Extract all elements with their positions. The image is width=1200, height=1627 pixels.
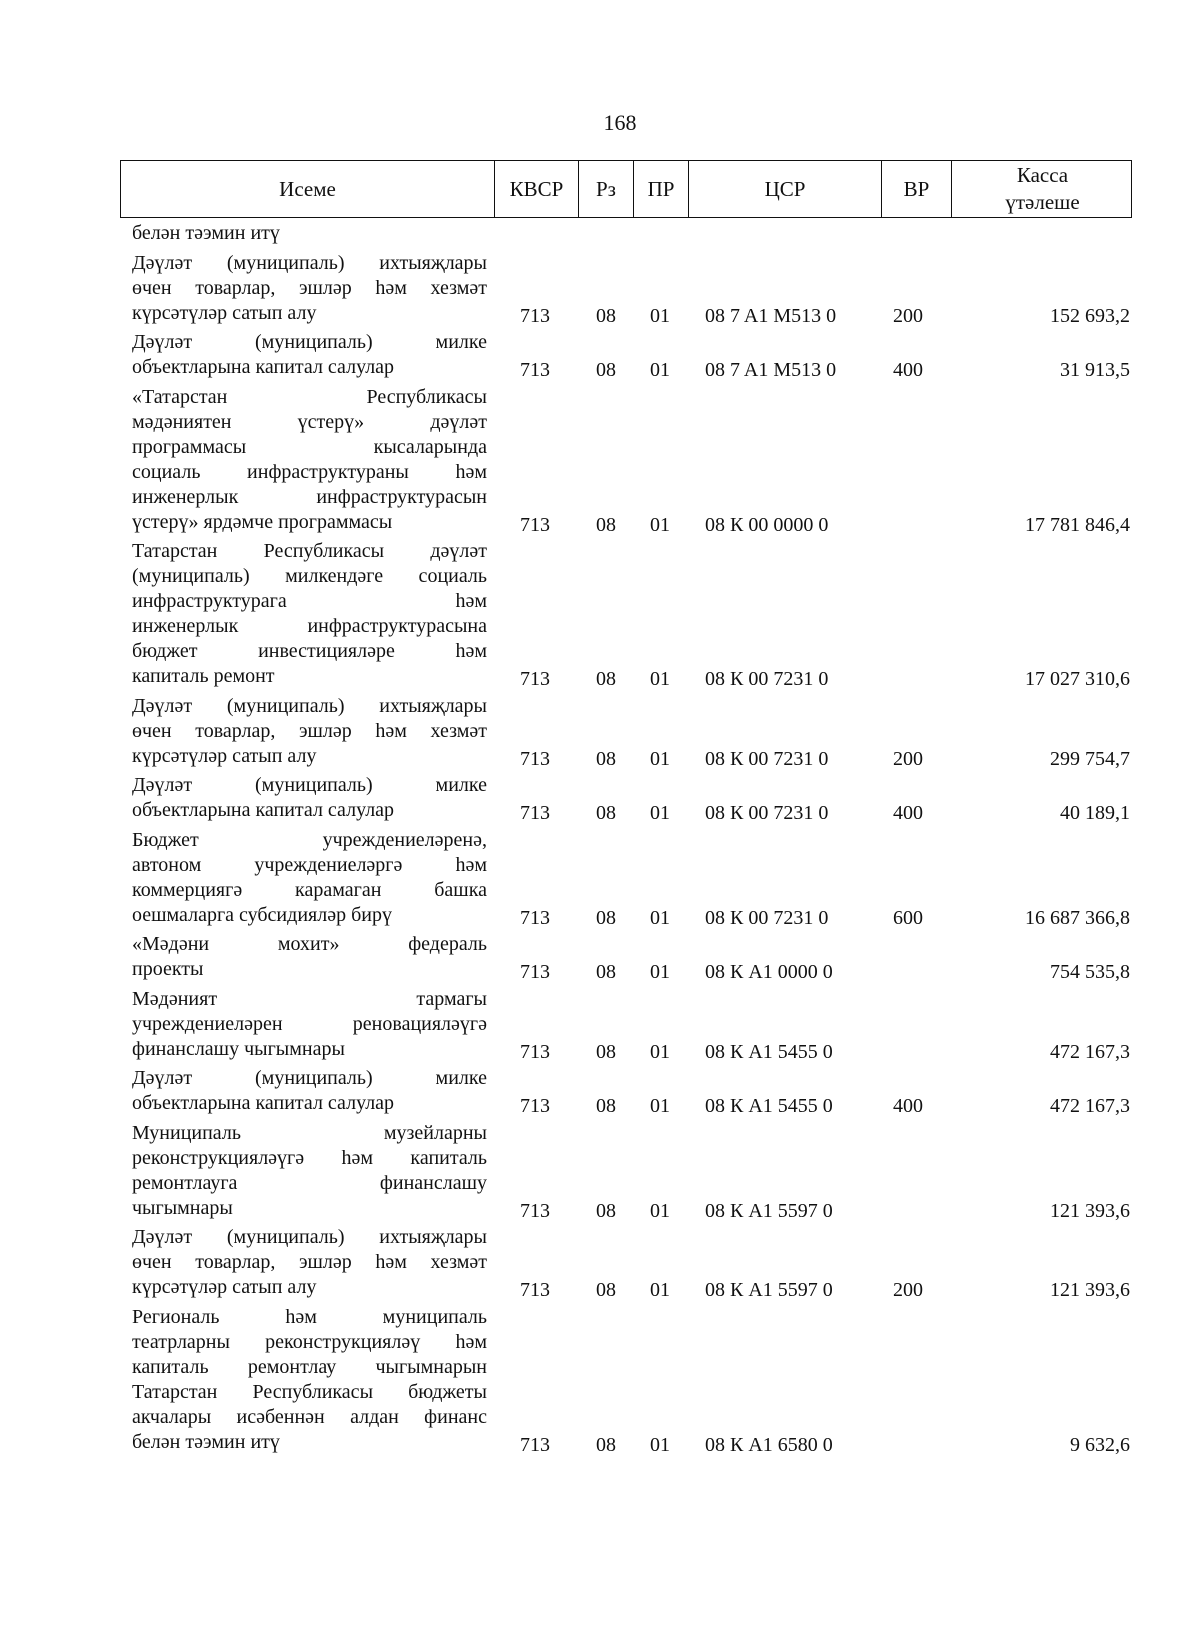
row-name xyxy=(132,385,487,535)
row-name xyxy=(132,221,487,246)
row-sum: 31 913,5 xyxy=(1060,359,1130,381)
table-header xyxy=(120,160,1132,218)
table-row xyxy=(0,330,1200,380)
row-pr: 01 xyxy=(650,304,670,327)
row-name-line: инженерлык инфраструктурасына xyxy=(132,615,487,637)
row-name-line: Дәүләт (муниципаль) ихтыяҗлары xyxy=(132,1226,487,1248)
row-rz: 08 xyxy=(596,1199,616,1222)
row-name-line: өчен товарлар, эшләр һәм хезмәт xyxy=(132,719,487,742)
row-sum: 17 781 846,4 xyxy=(1025,513,1130,536)
row-name xyxy=(132,1225,487,1300)
row-sum: 472 167,3 xyxy=(1050,1040,1130,1063)
row-vr: 200 xyxy=(893,304,923,327)
row-csr: 08 К 00 7231 0 xyxy=(705,747,829,770)
row-name-line: үстерү» ярдәмче программасы xyxy=(132,510,393,533)
table-row xyxy=(0,828,1200,928)
table-row xyxy=(0,773,1200,823)
row-sum: 121 393,6 xyxy=(1050,1199,1130,1222)
row-rz: 08 xyxy=(596,1040,616,1063)
row-pr: 01 xyxy=(650,747,670,770)
row-name-line: өчен товарлар, эшләр һәм хезмәт xyxy=(132,1251,487,1273)
row-kvsr: 713 xyxy=(520,1433,550,1456)
row-name-line: Дәүләт (муниципаль) милке xyxy=(132,774,487,796)
row-pr: 01 xyxy=(650,802,670,824)
row-name-line: «Мәдәни мохит» федераль xyxy=(132,933,487,955)
table-row xyxy=(0,539,1200,689)
row-name-line: күрсәтүләр сатып алу xyxy=(132,301,317,324)
column-header-csr: ЦСР xyxy=(689,161,882,217)
row-name-line: белән тәэмин итү xyxy=(132,1430,280,1453)
row-pr: 01 xyxy=(650,906,670,929)
row-name-line: капиталь ремонтлау чыгымнарын xyxy=(132,1355,487,1378)
table-row xyxy=(0,1066,1200,1116)
row-name-line: Дәүләт (муниципаль) милке xyxy=(132,331,487,353)
row-vr: 200 xyxy=(893,747,923,770)
row-name-line: Татарстан Республикасы бюджеты xyxy=(132,1380,487,1403)
row-kvsr: 713 xyxy=(520,304,550,327)
page-number: 168 xyxy=(603,110,637,135)
row-vr: 600 xyxy=(893,906,923,929)
row-name xyxy=(132,828,487,928)
row-name-line: Дәүләт (муниципаль) милке xyxy=(132,1067,487,1089)
row-name xyxy=(132,1121,487,1221)
row-csr: 08 К A1 5455 0 xyxy=(705,1040,833,1063)
row-name xyxy=(132,1305,487,1455)
row-rz: 08 xyxy=(596,802,616,824)
row-sum: 16 687 366,8 xyxy=(1025,906,1130,929)
column-header-pr: ПР xyxy=(634,161,689,217)
table-row xyxy=(0,1305,1200,1455)
row-name-line: объектларына капитал салулар xyxy=(132,356,395,378)
row-pr: 01 xyxy=(650,1433,670,1456)
row-rz: 08 xyxy=(596,961,616,983)
table-row xyxy=(0,694,1200,769)
row-name-line: объектларына капитал салулар xyxy=(132,799,395,821)
row-csr: 08 К 00 7231 0 xyxy=(705,906,829,929)
row-name xyxy=(132,330,487,380)
row-name xyxy=(132,539,487,689)
row-name-line: күрсәтүләр сатып алу xyxy=(132,744,317,767)
row-name-line: инженерлык инфраструктурасын xyxy=(132,485,487,508)
row-name-line: оешмаларга субсидияләр бирү xyxy=(132,903,392,926)
row-name-line: (муниципаль) милкендәге социаль xyxy=(132,565,487,587)
row-name xyxy=(132,987,487,1062)
row-name-line: акчалары исәбеннән алдан финанс xyxy=(132,1405,487,1428)
row-name-line: «Татарстан Республикасы xyxy=(132,385,487,408)
row-rz: 08 xyxy=(596,747,616,770)
row-name-line: Бюджет учреждениеләренә, xyxy=(132,828,487,851)
row-pr: 01 xyxy=(650,1095,670,1117)
row-rz: 08 xyxy=(596,1095,616,1117)
row-rz: 08 xyxy=(596,1433,616,1456)
table-row xyxy=(0,251,1200,326)
row-kvsr: 713 xyxy=(520,906,550,929)
column-header-kvsr: КВСР xyxy=(495,161,579,217)
row-name-line: Дәүләт (муниципаль) ихтыяҗлары xyxy=(132,251,487,274)
row-pr: 01 xyxy=(650,1199,670,1222)
row-kvsr: 713 xyxy=(520,1279,550,1301)
row-name-line: социаль инфраструктураны һәм xyxy=(132,460,487,483)
row-name-line: инфраструктурага һәм xyxy=(132,590,487,612)
row-csr: 08 К A1 5455 0 xyxy=(705,1095,833,1117)
row-kvsr: 713 xyxy=(520,513,550,536)
row-pr: 01 xyxy=(650,1040,670,1063)
row-name-line: финанслашу чыгымнары xyxy=(132,1037,345,1060)
row-sum: 9 632,6 xyxy=(1070,1433,1130,1456)
row-name-line: театрларны реконструкцияләү һәм xyxy=(132,1330,487,1353)
table-row xyxy=(0,1121,1200,1221)
table-row xyxy=(0,221,1200,246)
row-rz: 08 xyxy=(596,513,616,536)
row-rz: 08 xyxy=(596,668,616,690)
row-kvsr: 713 xyxy=(520,1095,550,1117)
row-name-line: реконструкцияләүгә һәм капиталь xyxy=(132,1146,487,1169)
row-name-line: проекты xyxy=(132,958,204,980)
row-name-line: өчен товарлар, эшләр һәм хезмәт xyxy=(132,276,487,299)
row-sum: 152 693,2 xyxy=(1050,304,1130,327)
row-rz: 08 xyxy=(596,359,616,381)
row-pr: 01 xyxy=(650,668,670,690)
row-sum: 40 189,1 xyxy=(1060,802,1130,824)
row-name-line: Муниципаль музейларны xyxy=(132,1121,487,1144)
row-pr: 01 xyxy=(650,513,670,536)
row-name-line: белән тәэмин итү xyxy=(132,222,280,244)
row-csr: 08 7 A1 M513 0 xyxy=(705,359,837,381)
row-csr: 08 К A1 5597 0 xyxy=(705,1199,833,1222)
row-vr: 400 xyxy=(893,359,923,381)
row-csr: 08 К A1 6580 0 xyxy=(705,1433,833,1456)
row-name xyxy=(132,694,487,769)
row-name-line: чыгымнары xyxy=(132,1196,233,1219)
row-kvsr: 713 xyxy=(520,359,550,381)
kassa-line-2: үтәлеше xyxy=(1005,190,1080,214)
row-kvsr: 713 xyxy=(520,747,550,770)
row-name xyxy=(132,1066,487,1116)
row-rz: 08 xyxy=(596,1279,616,1301)
row-name-line: Татарстан Республикасы дәүләт xyxy=(132,540,487,562)
column-header-name: Исеме xyxy=(121,161,495,217)
row-name xyxy=(132,932,487,982)
row-sum: 754 535,8 xyxy=(1050,961,1130,983)
table-row xyxy=(0,987,1200,1062)
row-sum: 472 167,3 xyxy=(1050,1095,1130,1117)
row-name xyxy=(132,251,487,326)
row-name-line: объектларына капитал салулар xyxy=(132,1092,395,1114)
row-name-line: бюджет инвестицияләре һәм xyxy=(132,640,487,662)
row-pr: 01 xyxy=(650,961,670,983)
row-kvsr: 713 xyxy=(520,668,550,690)
row-name xyxy=(132,773,487,823)
row-kvsr: 713 xyxy=(520,1040,550,1063)
row-kvsr: 713 xyxy=(520,802,550,824)
row-name-line: учреждениеләрен реновацияләүгә xyxy=(132,1012,487,1035)
row-name-line: капиталь ремонт xyxy=(132,665,275,687)
row-vr: 200 xyxy=(893,1279,923,1301)
row-csr: 08 К 00 0000 0 xyxy=(705,513,829,536)
row-name-line: программасы кысаларында xyxy=(132,435,487,458)
row-sum: 299 754,7 xyxy=(1050,747,1130,770)
row-name-line: күрсәтүләр сатып алу xyxy=(132,1276,317,1298)
kassa-line-1: Касса xyxy=(1016,163,1069,187)
row-name-line: Региональ һәм муниципаль xyxy=(132,1305,487,1328)
row-vr: 400 xyxy=(893,802,923,824)
row-kvsr: 713 xyxy=(520,961,550,983)
row-sum: 121 393,6 xyxy=(1050,1279,1130,1301)
row-pr: 01 xyxy=(650,359,670,381)
row-rz: 08 xyxy=(596,304,616,327)
row-rz: 08 xyxy=(596,906,616,929)
row-name-line: Дәүләт (муниципаль) ихтыяҗлары xyxy=(132,694,487,717)
row-name-line: Мәдәният тармагы xyxy=(132,987,487,1010)
row-name-line: автоном учреждениеләргә һәм xyxy=(132,853,487,876)
row-csr: 08 К 00 7231 0 xyxy=(705,668,829,690)
table-row xyxy=(0,1225,1200,1300)
row-pr: 01 xyxy=(650,1279,670,1301)
row-name-line: ремонтлауга финанслашу xyxy=(132,1171,487,1194)
row-vr: 400 xyxy=(893,1095,923,1117)
column-header-rz: Рз xyxy=(579,161,634,217)
row-csr: 08 К A1 0000 0 xyxy=(705,961,833,983)
table-row xyxy=(0,385,1200,535)
table-row xyxy=(0,932,1200,982)
row-csr: 08 7 A1 M513 0 xyxy=(705,304,837,327)
row-name-line: мәдәниятен үстерү» дәүләт xyxy=(132,410,487,433)
row-name-line: коммерциягә карамаган башка xyxy=(132,878,487,901)
row-csr: 08 К 00 7231 0 xyxy=(705,802,829,824)
row-sum: 17 027 310,6 xyxy=(1025,668,1130,690)
row-csr: 08 К A1 5597 0 xyxy=(705,1279,833,1301)
column-header-kassa xyxy=(952,161,1133,217)
column-header-vr: ВР xyxy=(882,161,952,217)
row-kvsr: 713 xyxy=(520,1199,550,1222)
